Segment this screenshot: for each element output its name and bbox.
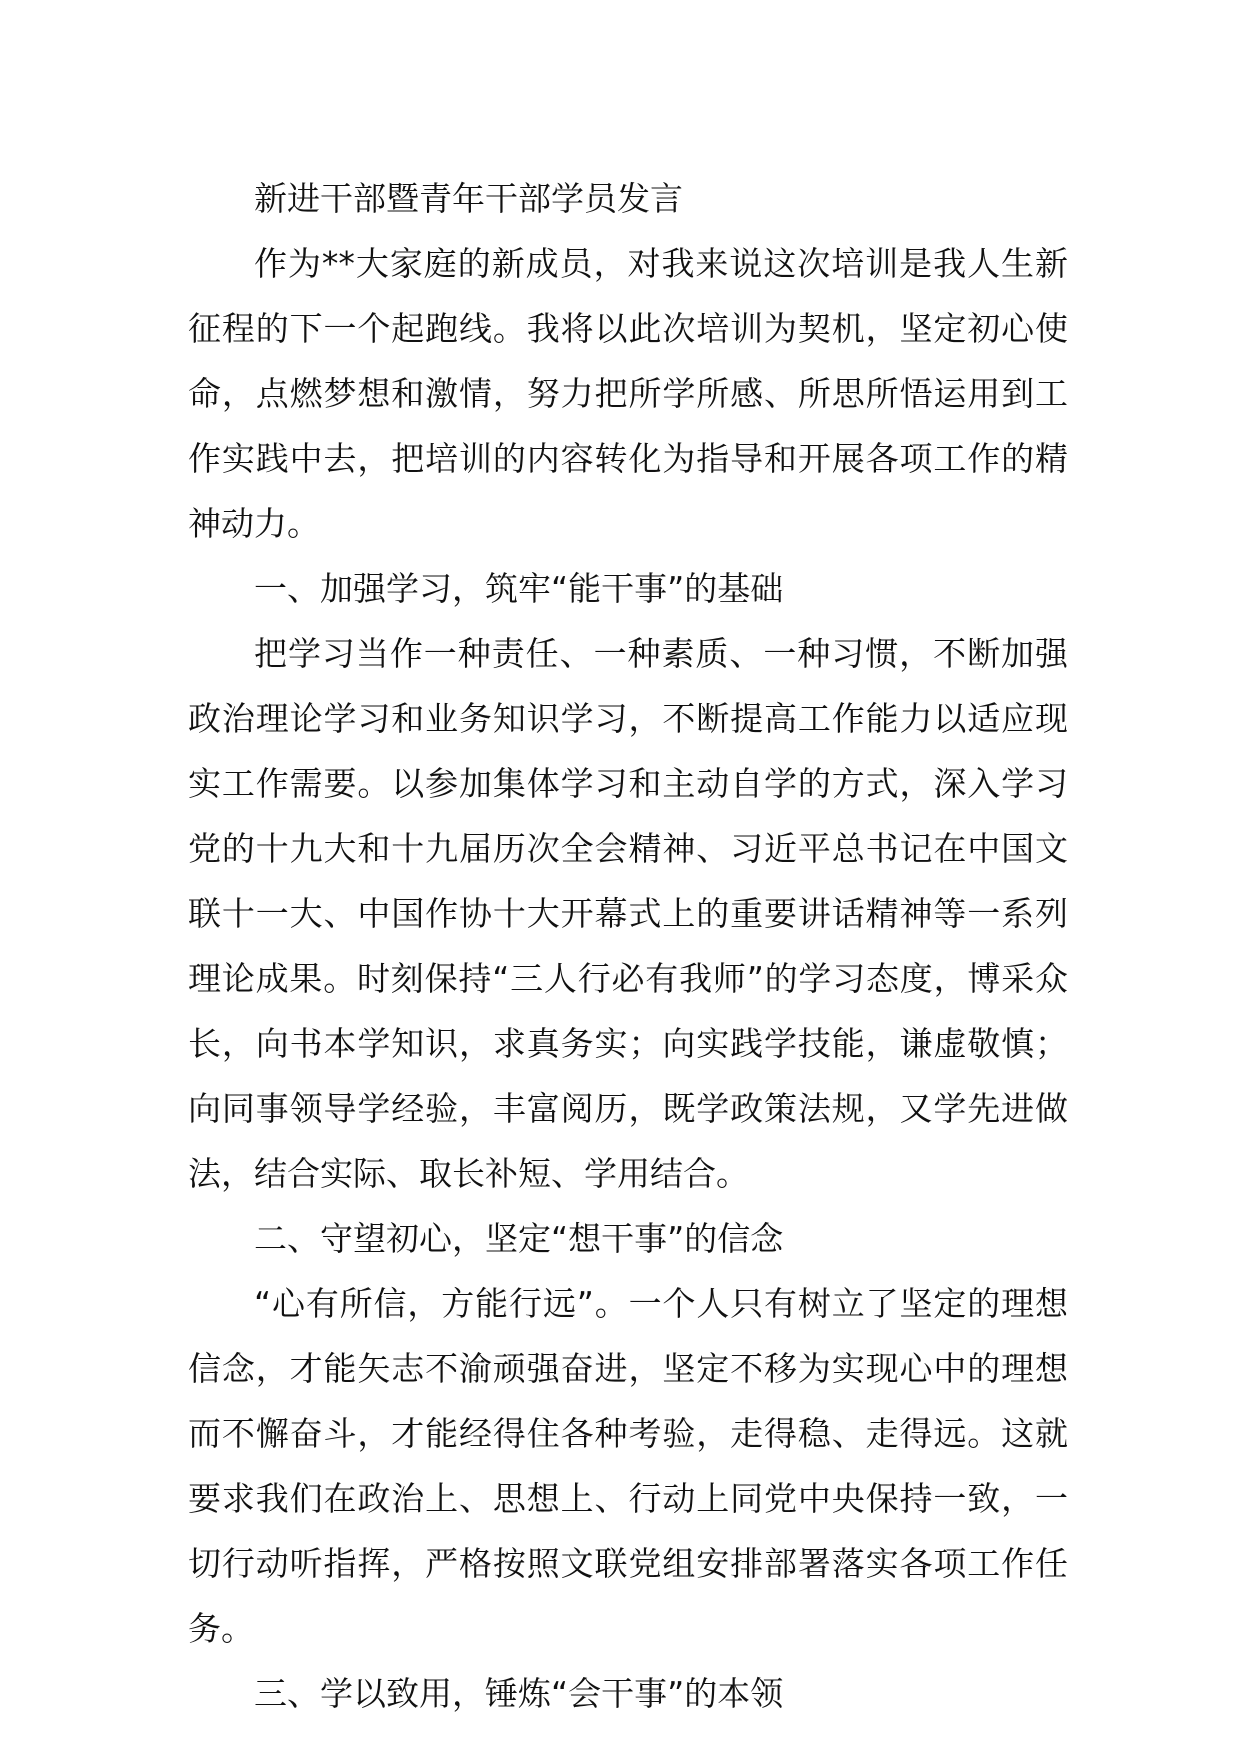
section-paragraph-2: “心有所信，方能行远”。一个人只有树立了坚定的理想信念，才能矢志不渝顽强奋进，坚定不移为实现心中的理想而不懈奋斗，才能经得住各种考验，走得稳、走得远。这就要求我们在政治上、思想上、行动上同党中央保持一致，一切行动听指挥，严格按照文联党组安排部署落实各项工作任务。 xyxy=(188,1284,1068,1648)
section-paragraph-1: 把学习当作一种责任、一种素质、一种习惯，不断加强政治理论学习和业务知识学习，不断提高工作能力以适应现实工作需要。以参加集体学习和主动自学的方式，深入学习党的十九大和十九届历次全会精神、习近平总书记在中国文联十一大、中国作协十大开幕式上的重要讲话精神等一系列理论成果。时刻保持“三人行必有我师”的学习态度，博采众长，向书本学知识，求真务实；向实践学技能，谦虚敬慎；向同事领导学经验，丰富阅历，既学政策法规，又学先进做法，结合实际、取长补短、学用结合。 xyxy=(188,634,1068,1193)
section-heading-1: 一、加强学习，筑牢“能干事”的基础 xyxy=(254,569,784,608)
section-heading-2: 二、守望初心，坚定“想干事”的信念 xyxy=(254,1219,784,1258)
intro-paragraph: 作为**大家庭的新成员，对我来说这次培训是我人生新征程的下一个起跑线。我将以此次培训为契机，坚定初心使命，点燃梦想和激情，努力把所学所感、所思所悟运用到工作实践中去，把培训的内容转化为指导和开展各项工作的精神动力。 xyxy=(188,244,1068,543)
document-title: 新进干部暨青年干部学员发言 xyxy=(254,179,683,218)
document-body xyxy=(188,166,1068,1726)
section-heading-3: 三、学以致用，锤炼“会干事”的本领 xyxy=(254,1674,784,1713)
